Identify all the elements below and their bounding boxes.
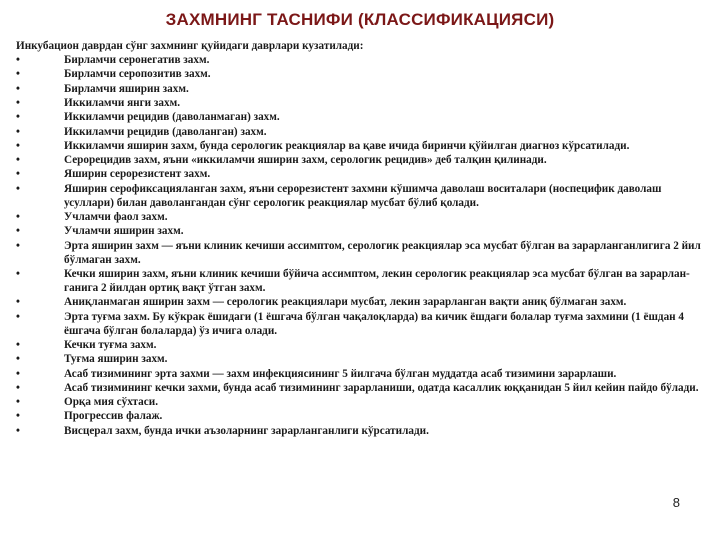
list-item-text: Бирламчи серонегатив захм. xyxy=(64,54,210,67)
bullet-icon: • xyxy=(16,154,20,167)
list-item xyxy=(16,424,706,438)
list-item-text: Эрта яширин захм — яъни клиник кечиши ассимптом, серологик реакциялар эса мусбат бўлган ва зарарланганлигига 2 йил бўлмаган захм. xyxy=(64,239,701,266)
bullet-icon: • xyxy=(16,182,20,195)
bullet-icon: • xyxy=(16,82,20,95)
bullet-icon: • xyxy=(16,211,20,223)
slide-title: ЗАХМНИНГ ТАСНИФИ (КЛАССИФИКАЦИЯСИ) xyxy=(165,10,555,29)
list-item-text: Орқа мия сўхтаси. xyxy=(64,396,158,409)
list-item-text: Иккиламчи рецидив (даволанган) захм. xyxy=(64,125,267,138)
list-item xyxy=(16,210,706,224)
list-item-text: Висцерал захм, бунда ички аъзоларнинг зарарланганлиги кўрсатилади. xyxy=(64,424,429,437)
intro-text: Инкубацион даврдан сўнг захмнинг қуйидаги даврлари кузатилади: xyxy=(16,40,364,52)
bullet-icon: • xyxy=(16,54,20,67)
list-item xyxy=(16,367,706,381)
bullet-icon: • xyxy=(16,139,20,152)
list-item-text: Бирламчи яширин захм. xyxy=(64,82,189,95)
list-item-text: Кечки яширин захм, яъни клиник кечиши бўйича ассимптом, лекин серологик реакциялар эса мусбат бўлган ва зарарлан-ганига 2 йилдан ортиқ вақт ўтган захм. xyxy=(64,267,690,295)
list-item-text: Асаб тизимининг кечки захми, бунда асаб тизимининг зарарланиши, одатда касаллик юққанидан 5 йил кейин пайдо бўлади. xyxy=(64,381,699,394)
list-item xyxy=(16,153,706,167)
bullet-icon: • xyxy=(16,296,20,309)
bullet-icon: • xyxy=(16,353,20,366)
bullet-icon: • xyxy=(16,396,20,409)
list-item-text: Прогрессив фалаж. xyxy=(64,410,163,423)
list-item xyxy=(16,409,706,423)
bullet-icon: • xyxy=(16,367,20,380)
list-item xyxy=(16,82,706,96)
bullet-icon: • xyxy=(16,410,20,423)
bullet-icon: • xyxy=(16,68,20,81)
list-item xyxy=(16,182,706,210)
list-item xyxy=(16,110,706,124)
list-item-text: Иккиламчи янги захм. xyxy=(64,96,181,109)
list-item xyxy=(16,381,706,395)
bullet-icon: • xyxy=(16,111,20,124)
bullet-icon: • xyxy=(16,267,20,280)
bullet-icon: • xyxy=(16,225,20,238)
list-item-text: Эрта туғма захм. Бу кўкрак ёшидаги (1 ёшгача бўлган чақалоқларда) ва кичик ёшдаги болалар туғма захмини (1 ёшдан 4 ёшгача бўлган болаларда) ўз ичига олади. xyxy=(64,310,685,337)
list-item xyxy=(16,239,706,267)
list-item-text: Яширин серорезистент захм. xyxy=(64,168,211,181)
list-item-text: Кечки туғма захм. xyxy=(64,338,157,351)
list-item-text: Асаб тизимининг эрта захми — захм инфекциясининг 5 йилгача бўлган муддатда асаб тизимини зарарлаши. xyxy=(64,367,617,380)
bullet-icon: • xyxy=(16,96,20,109)
bullet-icon: • xyxy=(16,338,20,351)
list-item-text: Серорецидив захм, яъни «иккиламчи яширин захм, серологик рецидив» деб талқин қилинади. xyxy=(64,154,547,167)
list-item-text: Бирламчи серопозитив захм. xyxy=(64,68,211,81)
list-item-text: Яширин серофиксацияланган захм, яъни серорезистент захмни кўшимча даволаш воситалари (носпецифик даволаш усуллари) билан даволангандан сўнг серологик реакциялар мусбат бўлиб қолади. xyxy=(64,182,662,209)
list-item xyxy=(16,53,706,67)
list-item-text: Аниқланмаган яширин захм — серологик реакциялари мусбат, лекин зарарланган вақти аниқ бўлмаган захм. xyxy=(64,296,627,309)
list-item xyxy=(16,338,706,352)
bullet-icon: • xyxy=(16,168,20,181)
bullet-icon: • xyxy=(16,381,20,394)
list-item xyxy=(16,352,706,366)
bullet-icon: • xyxy=(16,424,20,437)
page-number: 8 xyxy=(672,495,680,510)
list-item xyxy=(16,67,706,81)
list-item xyxy=(16,224,706,238)
list-item xyxy=(16,125,706,139)
bullet-icon: • xyxy=(16,125,20,138)
list-item-text: Учламчи фаол захм. xyxy=(64,211,168,223)
list-item-text: Учламчи яширин захм. xyxy=(64,225,184,238)
list-item xyxy=(16,395,706,409)
list-item-text: Иккиламчи яширин захм, бунда серологик реакциялар ва қаве ичида биринчи қўйилган диагноз кўрсатилади. xyxy=(64,139,630,152)
list-item-text: Иккиламчи рецидив (даволанмаган) захм. xyxy=(64,111,280,124)
list-item xyxy=(16,96,706,110)
list-item xyxy=(16,139,706,153)
list-item-text: Туғма яширин захм. xyxy=(64,353,168,366)
list-item xyxy=(16,267,706,295)
classification-list xyxy=(16,53,706,438)
bullet-icon: • xyxy=(16,310,20,323)
list-item xyxy=(16,295,706,309)
bullet-icon: • xyxy=(16,239,20,252)
list-item xyxy=(16,310,706,338)
slide-content xyxy=(16,39,706,438)
list-item xyxy=(16,167,706,181)
